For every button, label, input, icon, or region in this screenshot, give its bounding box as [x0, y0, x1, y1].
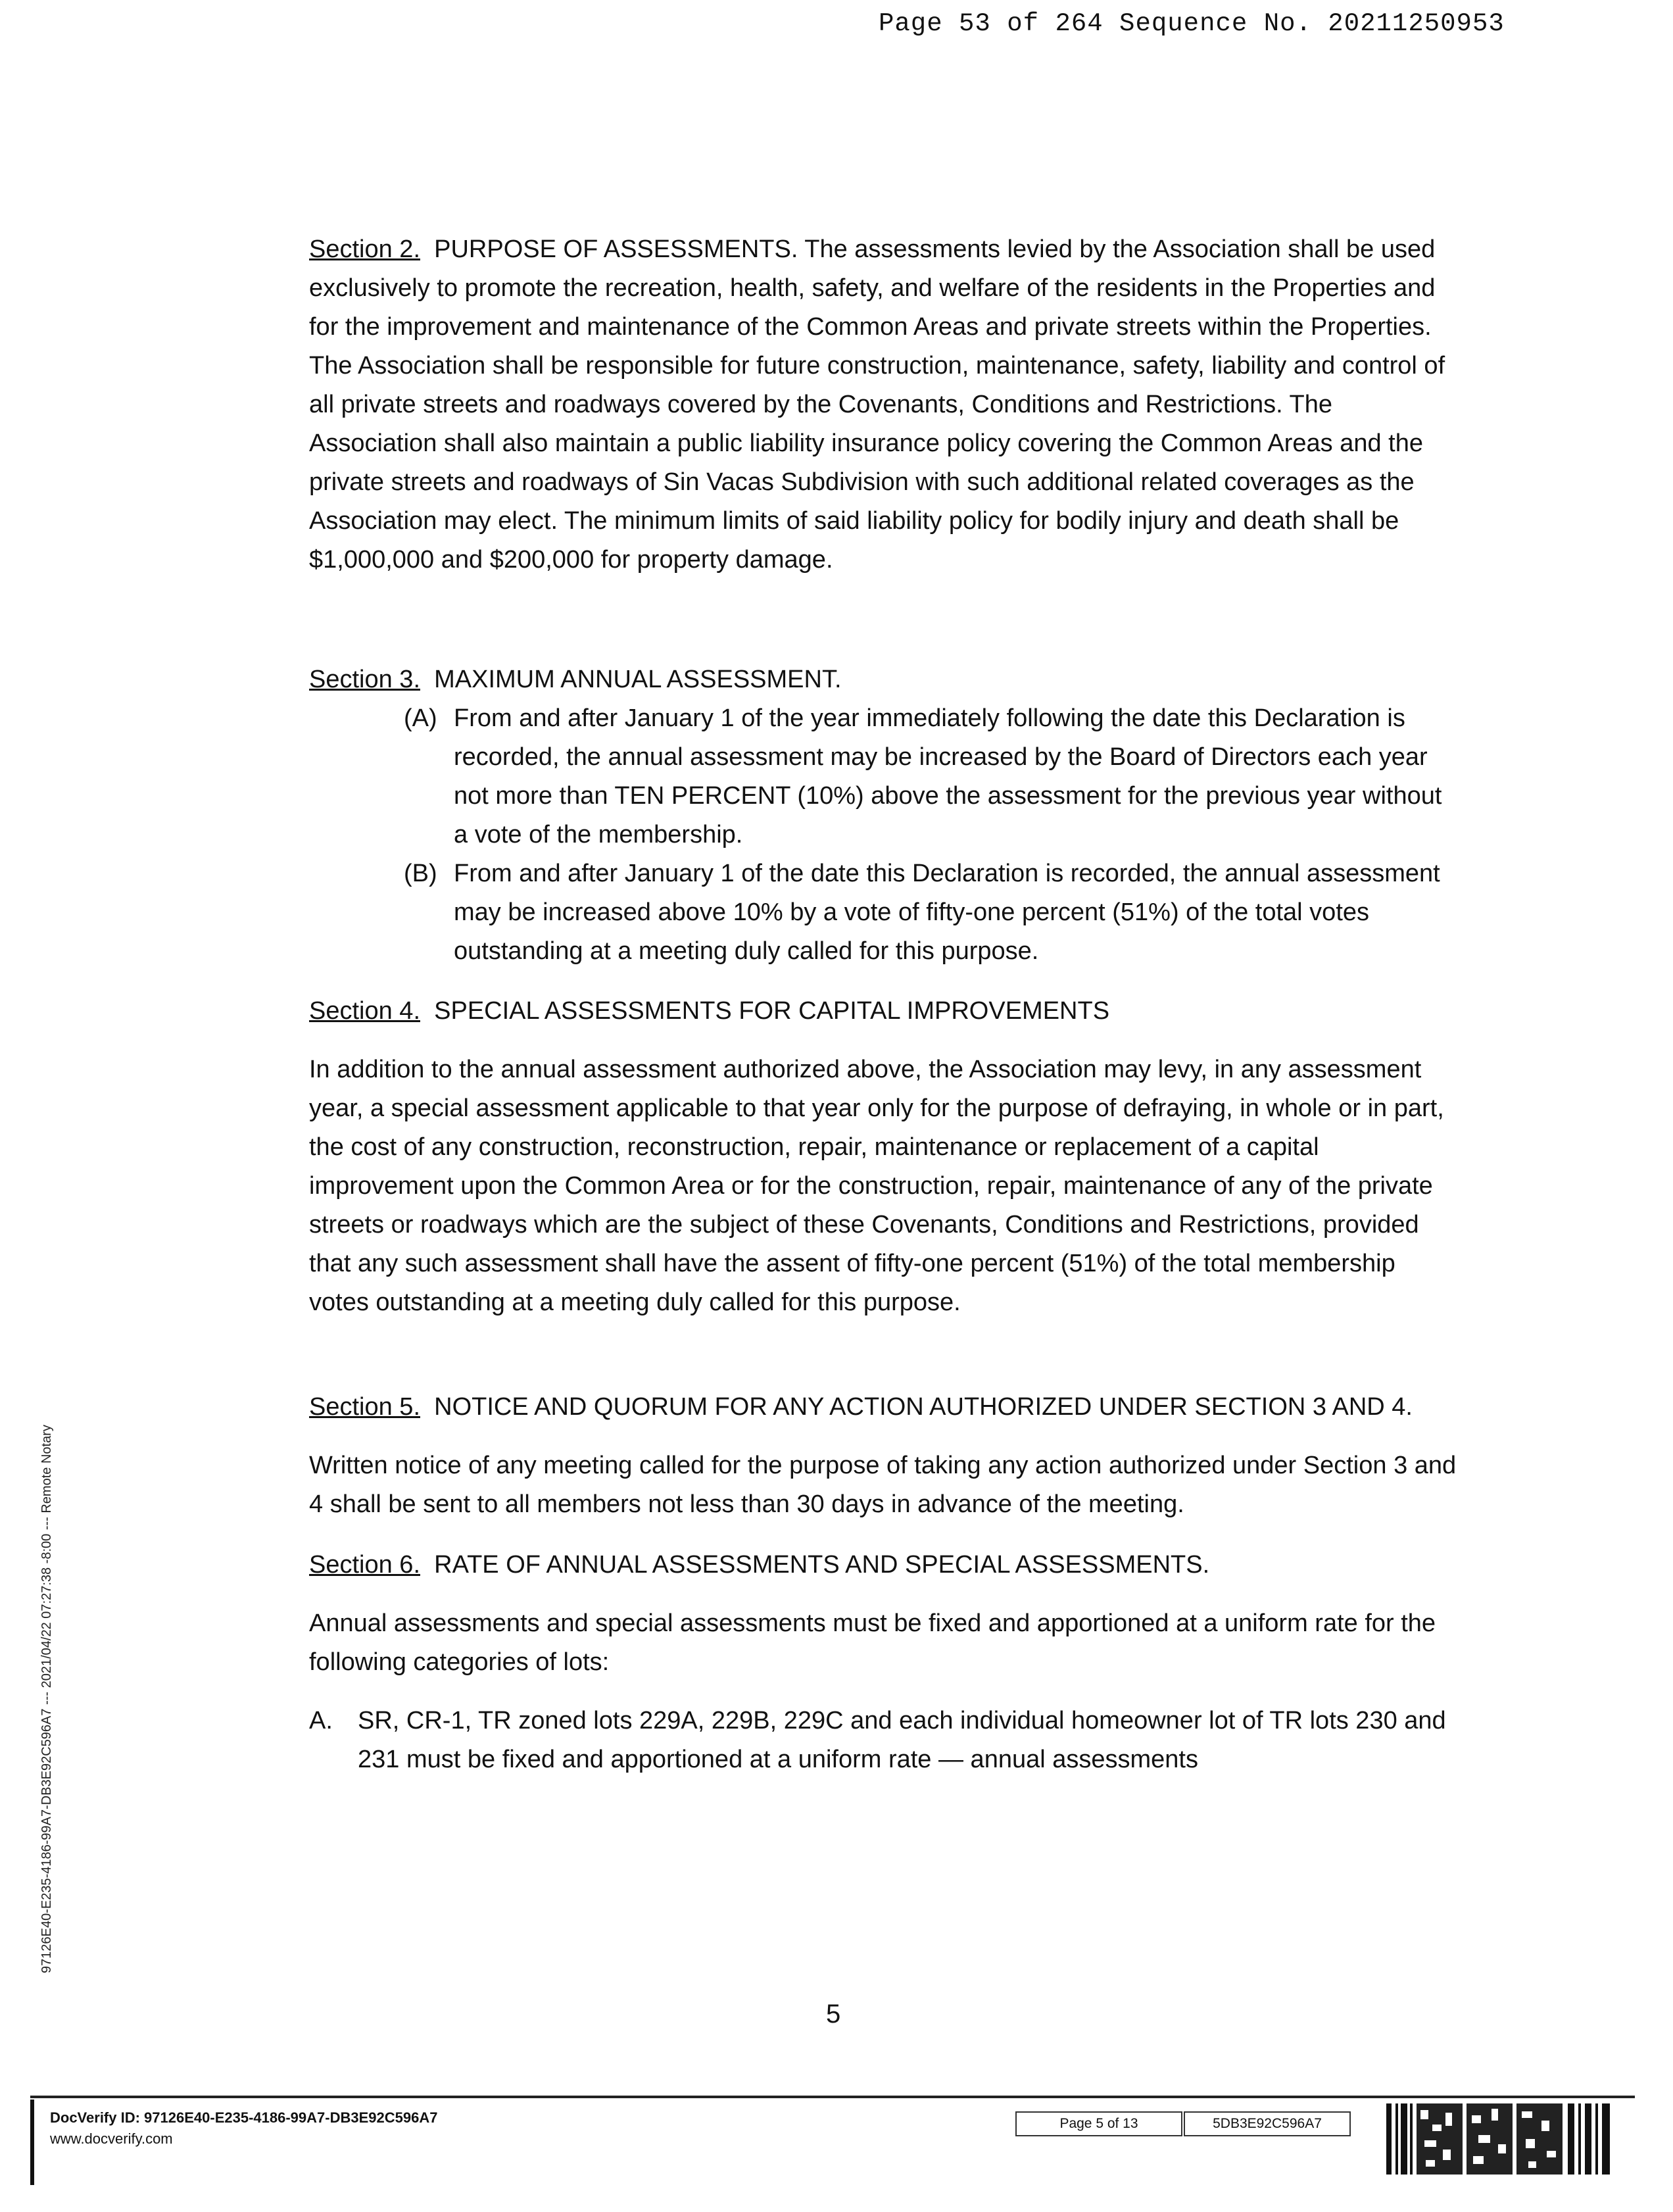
section-3-item-b — [309, 854, 1460, 971]
section-4 — [309, 992, 1460, 1322]
docverify-info — [50, 2107, 437, 2150]
section-6-text: Annual assessments and special assessments must be fixed and apportioned at a uniform rate for the following categories of lots: — [309, 1610, 1436, 1676]
section-3-item-a — [309, 699, 1460, 854]
lot-category-a — [309, 1702, 1460, 1779]
docverify-id: DocVerify ID: 97126E40-E235-4186-99A7-DB3E92C596A7 — [50, 2109, 438, 2126]
section-5-title: NOTICE AND QUORUM FOR ANY ACTION AUTHORIZED UNDER SECTION 3 AND 4. — [434, 1393, 1413, 1421]
section-6 — [309, 1546, 1460, 1779]
category-a-text: SR, CR-1, TR zoned lots 229A, 229B, 229C and each individual homeowner lot of TR lots 230 and 231 must be fixed and apportioned at a uniform rate — annual assessments — [358, 1707, 1446, 1773]
section-5-label: Section 5. — [309, 1393, 420, 1421]
remote-notary-stamp: 97126E40-E235-4186-99A7-DB3E92C596A7 --- 2021/04/22 07:27:38 -8:00 --- Remote Notary — [39, 1425, 54, 1973]
section-4-text: In addition to the annual assessment authorized above, the Association may levy, in any assessment year, a special assessment applicable to that year only for the purpose of defraying, in whole or in part, the cost of any construction, reconstruction, repair, maintenance or replacement of a capital improvement upon the Common Area or for the construction, repair, maintenance of any of the private streets or roadways which are the subject of these Covenants, Conditions and Restrictions, provided that any such assessment shall have the assent of fifty-one percent (51%) of the total membership votes outstanding at a meeting duly called for this purpose. — [309, 1056, 1444, 1316]
section-6-label: Section 6. — [309, 1551, 420, 1579]
section-2-text: PURPOSE OF ASSESSMENTS. The assessments levied by the Association shall be used exclusively to promote the recreation, health, safety, and welfare of the residents in the Properties and for the improvement and maintenance of the Common Areas and private streets within the Properties. The Association shall be responsible for future construction, maintenance, safety, liability and control of all private streets and roadways covered by the Covenants, Conditions and Restrictions. The Association shall also maintain a public liability insurance policy covering the Common Areas and the private streets and roadways of Sin Vacas Subdivision with such additional related coverages as the Association may elect. The minimum limits of said liability policy for bodily injury and death shall be $1,000,000 and $200,000 for property damage. — [309, 235, 1445, 574]
footer-divider — [30, 2096, 1635, 2098]
item-a-text: From and after January 1 of the year immediately following the date this Declaration is recorded, the annual assessment may be increased by the Board of Directors each year not more than TEN PERCENT (10%) above the assessment for the previous year without a vote of the membership. — [454, 704, 1442, 848]
section-4-title: SPECIAL ASSESSMENTS FOR CAPITAL IMPROVEMENTS — [434, 997, 1110, 1025]
document-code-box: 5DB3E92C596A7 — [1184, 2111, 1351, 2136]
section-2-label: Section 2. — [309, 235, 420, 263]
page-number: 5 — [826, 2000, 841, 2028]
barcode-icon — [1386, 2103, 1610, 2175]
section-5-text: Written notice of any meeting called for the purpose of taking any action authorized under Section 3 and 4 shall be sent to all members not less than 30 days in advance of the meeting. — [309, 1452, 1457, 1518]
section-4-label: Section 4. — [309, 997, 420, 1025]
section-3-label: Section 3. — [309, 666, 420, 693]
section-5 — [309, 1388, 1460, 1524]
section-3 — [309, 660, 1460, 971]
item-b-mark: (B) — [404, 860, 437, 887]
section-2 — [309, 230, 1460, 579]
item-b-text: From and after January 1 of the date this Declaration is recorded, the annual assessment may be increased above 10% by a vote of fifty-one percent (51%) of the total votes outstanding at a meeting duly called for this purpose. — [454, 860, 1440, 965]
section-6-title: RATE OF ANNUAL ASSESSMENTS AND SPECIAL ASSESSMENTS. — [434, 1551, 1210, 1579]
section-3-title: MAXIMUM ANNUAL ASSESSMENT. — [434, 666, 842, 693]
page-sequence-header: Page 53 of 264 Sequence No. 20211250953 — [879, 9, 1505, 38]
item-a-mark: (A) — [404, 704, 437, 732]
docverify-website: www.docverify.com — [50, 2130, 173, 2147]
footer-left-bar — [30, 2100, 34, 2185]
page-of-box: Page 5 of 13 — [1015, 2111, 1182, 2136]
category-a-mark: A. — [309, 1707, 333, 1734]
